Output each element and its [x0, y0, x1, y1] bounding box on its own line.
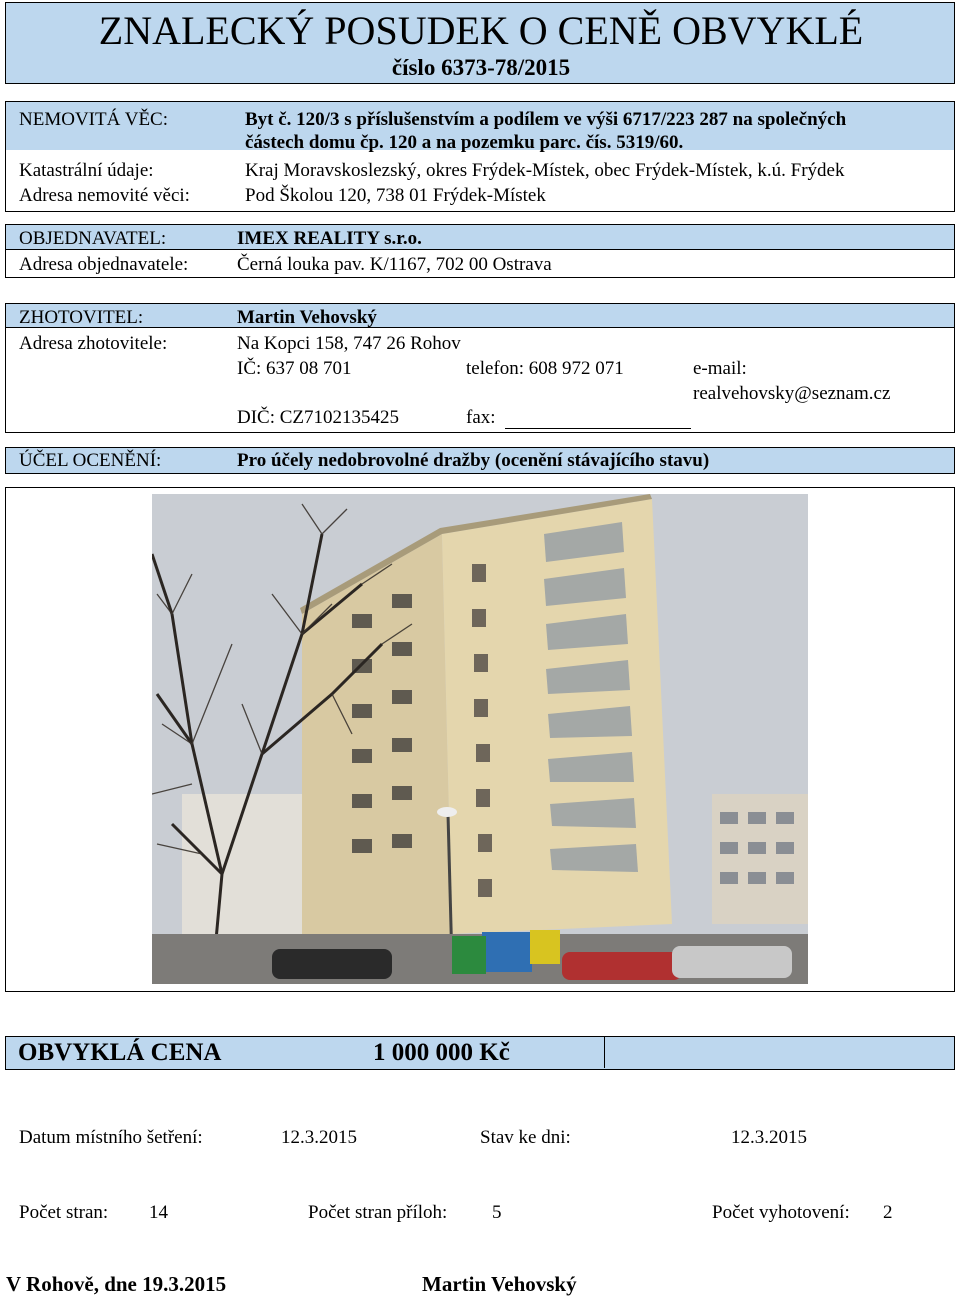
copies-count-value: 2 — [883, 1202, 893, 1223]
orderer-label: OBJEDNAVATEL: — [19, 228, 167, 249]
orderer-address-value: Černá louka pav. K/1167, 702 00 Ostrava — [237, 254, 552, 275]
contractor-name: Martin Vehovský — [237, 307, 377, 328]
title-box — [5, 2, 955, 84]
contractor-address-label: Adresa zhotovitele: — [19, 333, 168, 354]
purpose-label: ÚČEL OCENĚNÍ: — [19, 450, 162, 471]
property-value-line1: Byt č. 120/3 s příslušenstvím a podílem ve výši 6717/223 287 na společných — [245, 109, 847, 130]
document-number: číslo 6373-78/2015 — [391, 55, 571, 80]
pages-count-label: Počet stran: — [19, 1202, 109, 1223]
contractor-highlight — [6, 304, 954, 328]
price-value: 1 000 000 Kč — [373, 1039, 510, 1066]
inspection-date-label: Datum místního šetření: — [19, 1127, 203, 1148]
document-title: ZNALECKÝ POSUDEK O CENĚ OBVYKLÉ — [98, 8, 864, 53]
signature-name: Martin Vehovský — [422, 1272, 577, 1296]
price-label: OBVYKLÁ CENA — [18, 1039, 222, 1066]
state-date-value: 12.3.2015 — [731, 1127, 807, 1148]
contractor-fax: fax: — [466, 407, 496, 428]
contractor-address-value: Na Kopci 158, 747 26 Rohov — [237, 333, 461, 354]
cadastral-label: Katastrální údaje: — [19, 160, 154, 181]
property-address-value: Pod Školou 120, 738 01 Frýdek-Místek — [245, 185, 546, 206]
contractor-email-label: e-mail: — [693, 358, 747, 379]
place-and-date: V Rohově, dne 19.3.2015 — [6, 1272, 227, 1296]
contractor-label: ZHOTOVITEL: — [19, 307, 144, 328]
cadastral-value: Kraj Moravskoslezský, okres Frýdek-Místek, obec Frýdek-Místek, k.ú. Frýdek — [245, 160, 845, 181]
pages-count-value: 14 — [149, 1202, 168, 1223]
orderer-name: IMEX REALITY s.r.o. — [237, 228, 422, 249]
price-divider — [604, 1037, 605, 1068]
inspection-date-value: 12.3.2015 — [281, 1127, 357, 1148]
contractor-phone: telefon: 608 972 071 — [466, 358, 624, 379]
property-label: NEMOVITÁ VĚC: — [19, 109, 169, 130]
property-address-label: Adresa nemovité věci: — [19, 185, 190, 206]
attachment-pages-label: Počet stran příloh: — [308, 1202, 448, 1223]
attachment-pages-value: 5 — [492, 1202, 502, 1223]
copies-count-label: Počet vyhotovení: — [712, 1202, 850, 1223]
apartment-building-photo — [152, 494, 808, 984]
state-date-label: Stav ke dni: — [480, 1127, 571, 1148]
fax-underline — [505, 428, 691, 429]
contractor-ic: IČ: 637 08 701 — [237, 358, 352, 379]
property-value-line2: částech domu čp. 120 a na pozemku parc. čís. 5319/60. — [245, 132, 684, 153]
contractor-dic: DIČ: CZ7102135425 — [237, 407, 400, 428]
purpose-value: Pro účely nedobrovolné dražby (ocenění stávajícího stavu) — [237, 450, 710, 471]
orderer-address-label: Adresa objednavatele: — [19, 254, 189, 275]
photo-frame — [5, 487, 955, 992]
contractor-email: realvehovsky@seznam.cz — [693, 383, 891, 404]
price-box — [5, 1036, 955, 1070]
